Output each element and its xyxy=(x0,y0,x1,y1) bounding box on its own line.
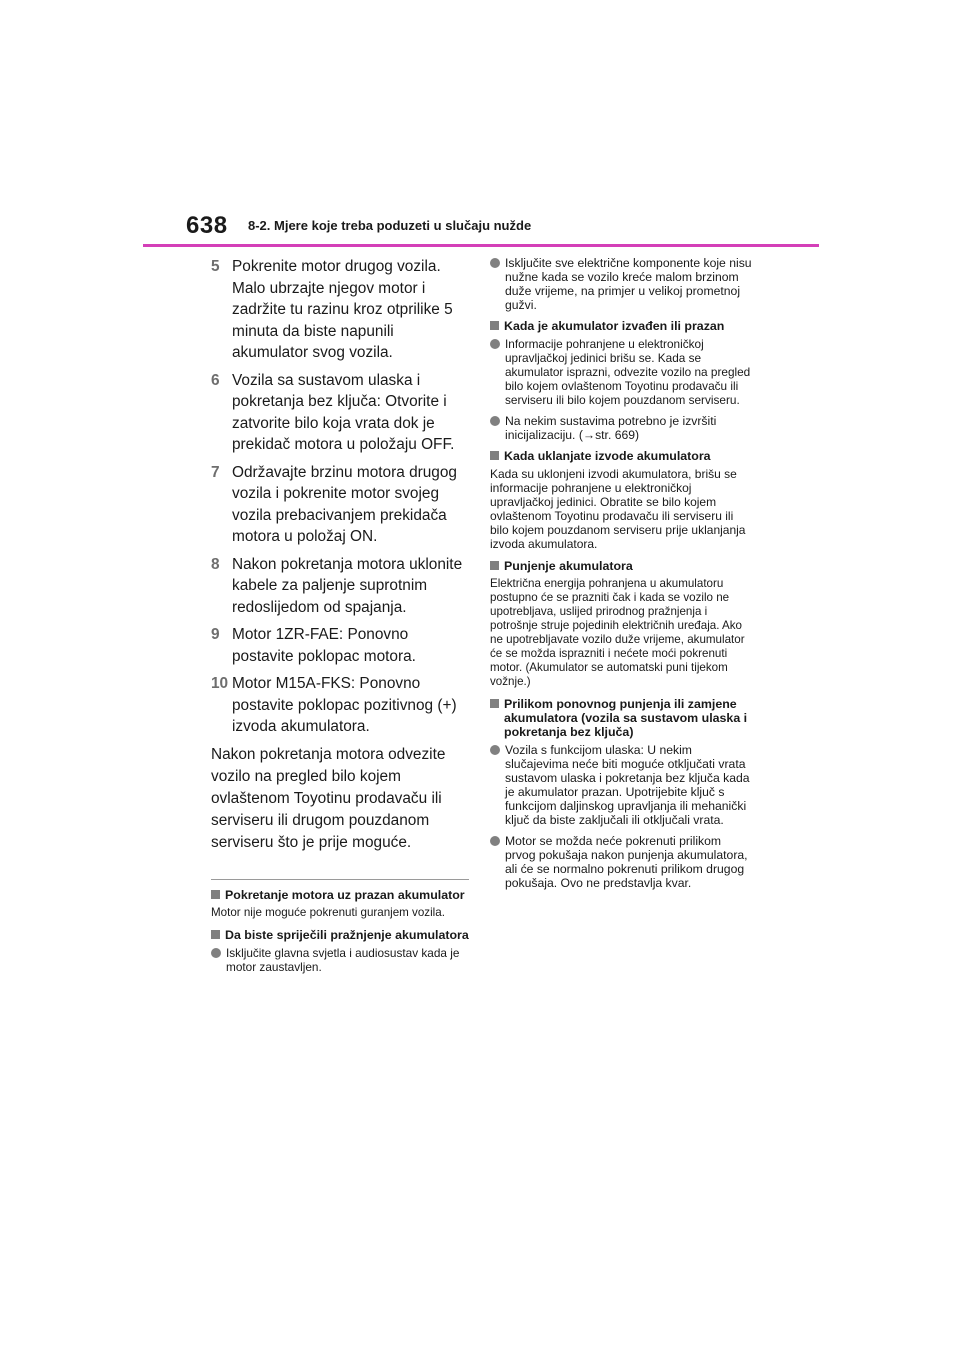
note-heading xyxy=(490,319,752,333)
step-7 xyxy=(211,462,473,548)
section-title: 8-2. Mjere koje treba poduzeti u slučaju nužde xyxy=(248,218,532,233)
circle-bullet-icon xyxy=(490,258,500,268)
step-text: Motor M15A-FKS: Ponovno postavite poklopac pozitivnog (+) izvoda akumulatora. xyxy=(232,675,457,735)
note-text: Kada su uklonjeni izvodi akumulatora, brišu se informacije pohranjene u elektroničkoj upravljačkoj jedinici. Obratite se bilo kojem ovlaštenom Toyotinu prodavaču ili serviseru ili bilo kojem pouzdanom serviseru prije uklanjanja izvoda akumulatora. xyxy=(490,467,746,551)
bullet-text: Vozila s funkcijom ulaska: U nekim slučajevima neće biti moguće otključati vrata sustavom ulaska i pokretanja bez ključa kada je akumulator prazan. Upotrijebite ključ s funkcijom daljinskog upravljanja ili mehanički ključ da biste zaključali ili otključali vrata. xyxy=(505,743,750,827)
bullet-item xyxy=(490,337,752,407)
note-text: Motor nije moguće pokrenuti guranjem vozila. xyxy=(211,905,445,919)
step-8 xyxy=(211,554,473,619)
square-bullet-icon xyxy=(490,451,499,460)
step-10 xyxy=(211,673,473,738)
bullet-text: Motor se možda neće pokrenuti prilikom prvog pokušaja nakon punjenja akumulatora, ali će se normalno pokrenuti prilikom drugog pokušaja. Ovo ne predstavlja kvar. xyxy=(505,834,748,890)
conclusion-text: Nakon pokretanja motora odvezite vozilo na pregled bilo kojem ovlaštenom Toyotinu prodavaču ili serviseru ili drugom pouzdanom serviseru što je prije moguće. xyxy=(211,745,446,851)
bullet-item xyxy=(211,946,473,974)
circle-bullet-icon xyxy=(490,339,500,349)
circle-bullet-icon xyxy=(490,836,500,846)
note-heading-text: Kada je akumulator izvađen ili prazan xyxy=(504,319,725,333)
note-heading-text: Punjenje akumulatora xyxy=(504,559,633,573)
step-text: Pokrenite motor drugog vozila. Malo ubrzajte njegov motor i zadržite tu razinu kroz otprilike 5 minuta da biste napunili akumulator svog vozila. xyxy=(232,258,453,361)
bullet-text: Isključite glavna svjetla i audiosustav kada je motor zaustavljen. xyxy=(226,945,460,974)
step-text: Vozila sa sustavom ulaska i pokretanja bez ključa: Otvorite i zatvorite bilo koja vrata dok je prekidač motora u položaju OFF. xyxy=(232,371,455,453)
circle-bullet-icon xyxy=(490,745,500,755)
bullet-item xyxy=(490,414,752,442)
step-6 xyxy=(211,370,473,456)
note-heading-text: Prilikom ponovnog punjenja ili zamjene akumulatora (vozila sa sustavom ulaska i pokretanja bez ključa) xyxy=(504,697,748,739)
step-number: 10 xyxy=(211,675,229,692)
square-bullet-icon xyxy=(490,561,499,570)
step-text: Motor 1ZR-FAE: Ponovno postavite poklopac motora. xyxy=(232,626,416,665)
note-heading xyxy=(211,888,473,902)
note-heading-text: Pokretanje motora uz prazan akumulator xyxy=(225,887,465,902)
step-number: 9 xyxy=(211,626,220,643)
note-heading-text: Kada uklanjate izvode akumulatora xyxy=(504,449,711,463)
step-number: 5 xyxy=(211,258,220,275)
header-rule xyxy=(143,244,819,247)
bullet-item xyxy=(490,256,752,312)
step-text: Nakon pokretanja motora uklonite kabele za paljenje suprotnim redoslijedom od spajanja. xyxy=(232,555,463,616)
circle-bullet-icon xyxy=(211,948,221,958)
note-heading xyxy=(490,449,752,463)
square-bullet-icon xyxy=(211,930,220,939)
bullet-item xyxy=(490,743,752,827)
step-text: Održavajte brzinu motora drugog vozila i pokrenite motor svojeg vozila prebacivanjem prekidača motora u položaj ON. xyxy=(232,463,457,545)
step-5 xyxy=(211,256,473,364)
bullet-text: Na nekim sustavima potrebno je izvršiti inicijalizaciju. (→str. 669) xyxy=(505,414,717,442)
square-bullet-icon xyxy=(490,699,499,708)
note-heading xyxy=(211,928,473,942)
step-number: 8 xyxy=(211,555,220,573)
note-text: Električna energija pohranjena u akumulatoru postupno će se prazniti čak i kada se vozilo ne upotrebljava, uslijed prirodnog pražnjenja i potrošnje struje pojedinih električnih uređaja. Ako ne upotrebljavate vozilo duže vrijeme, akumulator će se možda isprazniti i nećete moći pokrenuti motor. (Akumulator se automatski puni tijekom vožnje.) xyxy=(490,577,745,688)
step-9 xyxy=(211,624,473,667)
circle-bullet-icon xyxy=(490,416,500,426)
note-heading xyxy=(490,559,752,573)
note-heading xyxy=(490,697,752,739)
right-column xyxy=(490,256,752,897)
section-divider xyxy=(211,879,469,880)
square-bullet-icon xyxy=(490,321,499,330)
bullet-text: Informacije pohranjene u elektroničkoj upravljačkoj jedinici brišu se. Kada se akumulator isprazni, odvezite vozilo na pregled bilo kojem ovlaštenom Toyotinu prodavaču ili serviseru ili bilo kojem pouzdanom serviseru. xyxy=(505,337,751,407)
left-column xyxy=(211,256,473,981)
step-number: 6 xyxy=(211,371,220,389)
step-number: 7 xyxy=(211,463,220,481)
square-bullet-icon xyxy=(211,890,220,899)
page-number: 638 xyxy=(186,212,228,239)
note-heading-text: Da biste spriječili pražnjenje akumulatora xyxy=(225,927,469,942)
bullet-item xyxy=(490,834,752,890)
bullet-text: Isključite sve električne komponente koje nisu nužne kada se vozilo kreće malom brzinom duže vrijeme, na primjer u velikoj prometnoj gužvi. xyxy=(505,256,752,312)
